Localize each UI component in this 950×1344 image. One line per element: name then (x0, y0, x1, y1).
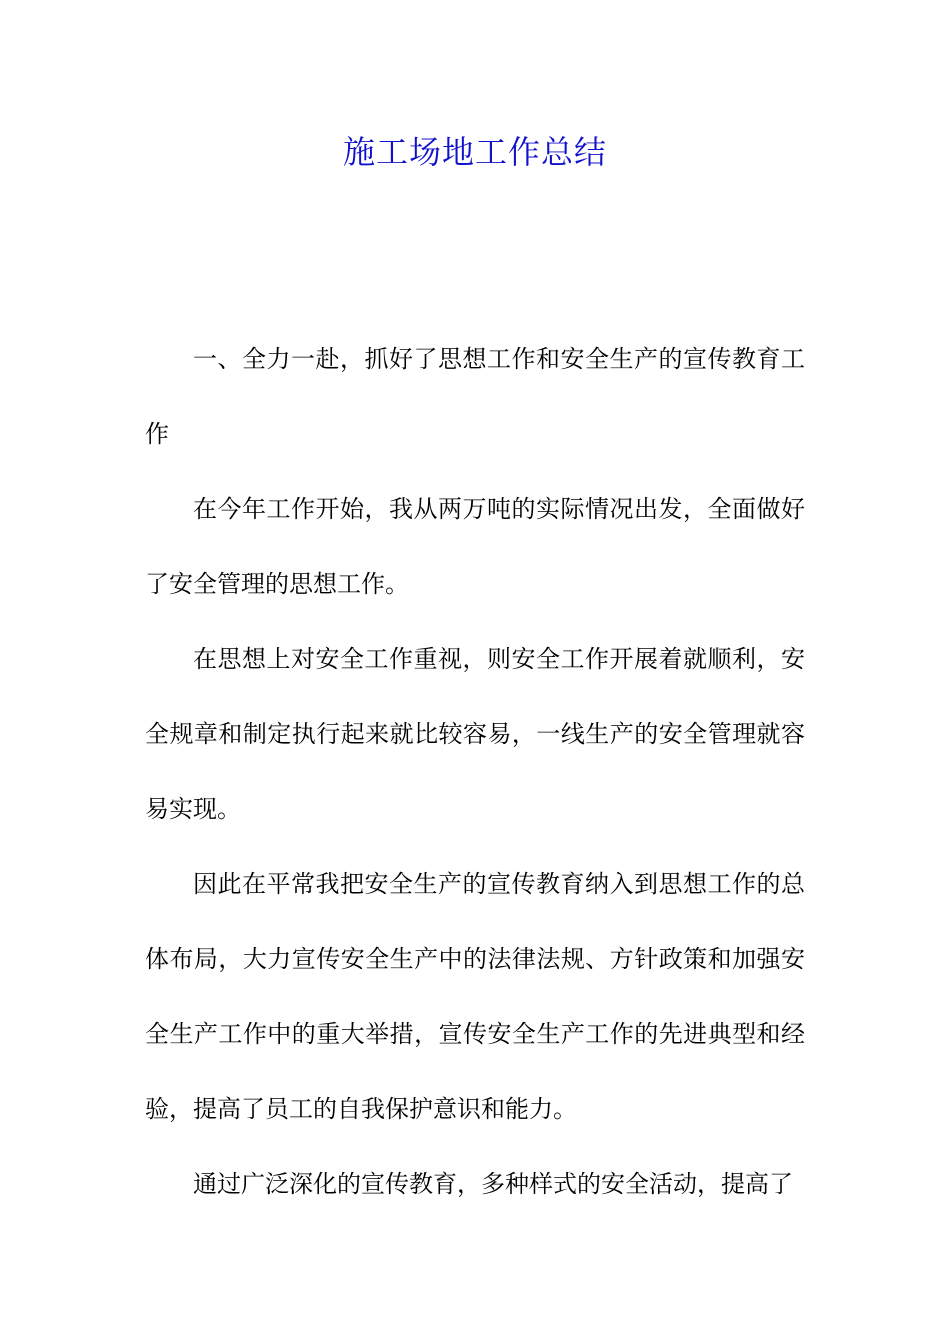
document-title: 施工场地工作总结 (342, 133, 607, 171)
document-body (145, 322, 805, 1222)
paragraph-4: 因此在平常我把安全生产的宣传教育纳入到思想工作的总体布局，大力宣传安全生产中的法律法规、方针政策和加强安全生产工作中的重大举措，宣传安全生产工作的先进典型和经验，提高了员工的自我保护意识和能力。 (145, 870, 805, 1123)
paragraph-3: 在思想上对安全工作重视，则安全工作开展着就顺利，安全规章和制定执行起来就比较容易，一线生产的安全管理就容易实现。 (145, 645, 805, 823)
paragraph-1: 一、全力一赴，抓好了思想工作和安全生产的宣传教育工作 (145, 345, 805, 448)
paragraph-2: 在今年工作开始，我从两万吨的实际情况出发，全面做好了安全管理的思想工作。 (145, 495, 805, 598)
paragraph-5: 通过广泛深化的宣传教育，多种样式的安全活动，提高了 (193, 1170, 793, 1198)
